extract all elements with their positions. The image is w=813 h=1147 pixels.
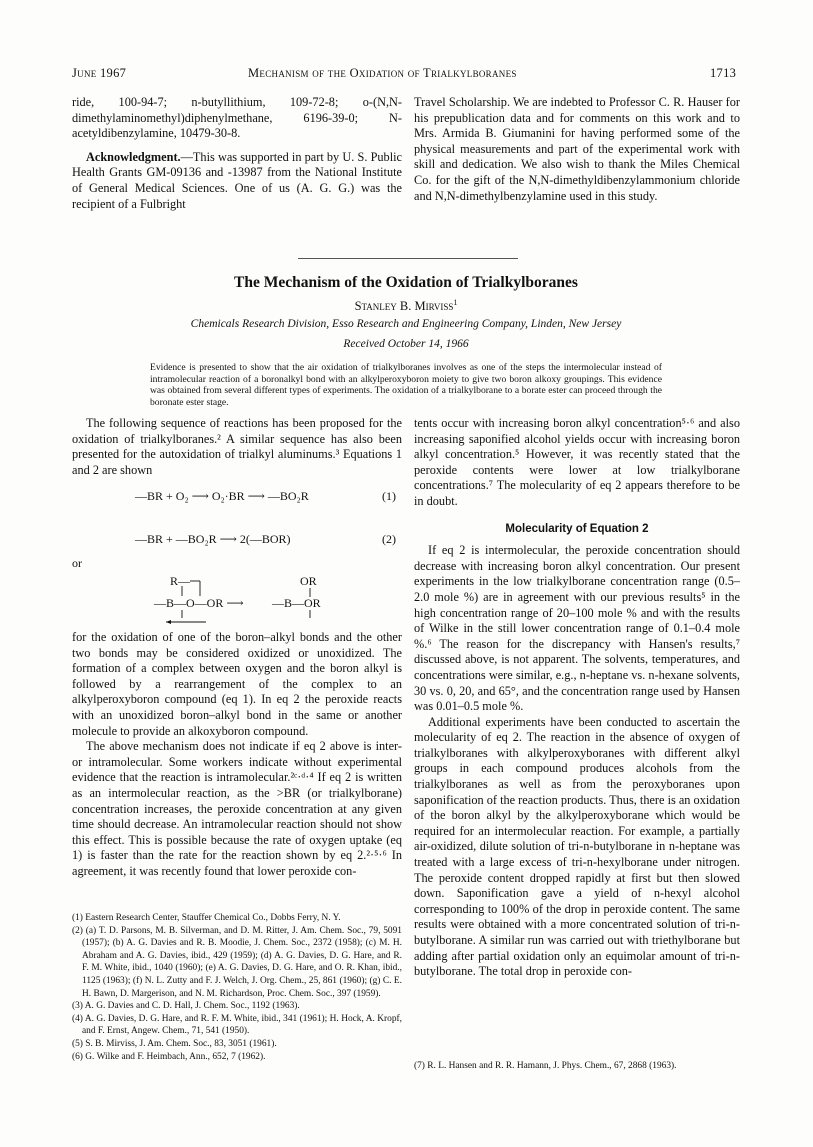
intro-paragraph: The following sequence of reactions has been proposed for the oxidation of trialkylboranes.² A similar sequence has also been presented for the autoxidation of trialkyl aluminums.³ Equations 1 and 2 are shown (72, 416, 402, 477)
scheme-or-group: OR (300, 574, 317, 588)
acknowledgment-paragraph (72, 150, 402, 212)
affiliation: Chemicals Research Division, Esso Research and Engineering Company, Linden, New Jersey (190, 318, 622, 330)
footnote-1: (1) Eastern Research Center, Stauffer Chemical Co., Dobbs Ferry, N. Y. (72, 913, 341, 923)
scheme-bond-lines (152, 568, 352, 628)
author-line (72, 298, 740, 314)
molecularity-paragraph: The above mechanism does not indicate if eq 2 above is inter- or intramolecular. Some workers indicate without experimental evidence that the reaction is intramolecular.²ᶜ·ᵈ·⁴ If eq 2 is written as an intermolecular reaction, as the >BR (or trialkylborane) concentration increases, the peroxide concentration at any given time should decrease. An intramolecular reaction should not show this effect. This is possible because the rate of oxygen uptake (eq 1) is faster than the rate for the reaction shown by eq 2.²·⁵·⁶ In agreement, it was recently found that lower peroxide con- (72, 739, 402, 878)
right-column-body (414, 416, 740, 980)
experiments-paragraph: Additional experiments have been conducted to ascertain the molecularity of eq 2. The reaction in the absence of oxygen of trialkylboranes with alkylperoxyboranes with different alkyl groups in each compound produces alcohols from the trialkylboranes as well as from the peroxyboranes upon saponification of the reaction products. Thus, there is an oxidation of the boron alkyl by the alkylperoxyborane which would be required for an intermolecular reaction. For example, a partially air-oxidized, dilute solution of tri-n-butylborane in n-heptane was treated with a large excess of tri-n-hexylborane under nitrogen. The peroxide content dropped rapidly at first but then slowed down. Saponification gave a yield of n-hexyl alcohol corresponding to 100% of the drop in peroxide content. The same results were obtained with a more concentrated solution of tri-n-butylborane. A similar run was carried out with triethylborane but adding after partial oxidation only an equimolar amount of tri-n-butylborane. The total drop in peroxide con- (414, 714, 740, 979)
abstract: Evidence is presented to show that the air oxidation of trialkylboranes involves as one of the steps the intermolecular instead of intramolecular reaction of a boronalkyl bond with an alkylperoxyboron moiety to give two boron alkoxy groupings. This evidence was obtained from several different types of experiments. The oxidation of a trialkylborane to a borate ester can proceed through the boronate ester stage. (150, 362, 662, 408)
page-number: 1713 (710, 66, 737, 80)
running-header-date: June 1967 (72, 66, 127, 80)
cas-registry-text: ride, 100-94-7; n-butyllithium, 109-72-8; o-(N,N-dimethylaminomethyl)diphenylmethane, 6196-39-0; N-acetyldibenzylamine, 10479-30-8. (72, 95, 402, 141)
scheme-peroxyboron: —B—O—OR ⟶ (154, 596, 244, 610)
equation-1: —BR + O₂ ⟶ O₂·BR ⟶ —BO₂R (135, 489, 309, 503)
left-column-body (72, 630, 402, 880)
intermolecular-paragraph: If eq 2 is intermolecular, the peroxide concentration should decrease with increasing boron alkyl concentration. Our present experiments in the low trialkylborane concentration range (0.5–2.0 mole %) are in agreement with our previous results⁵ in the high concentration range of 20–100 mole % and with the results of Wilke in the still lower concentration range of 0.1–0.4 mole %.⁶ The reason for the discrepancy with Hansen's results,⁷ discussed above, is not apparent. The solvents, temperatures, and concentrations were similar, e.g., n-heptane vs. n-hexane solvents, 30 vs. 0, 20, and 65°, and the concentration range used by Hansen was 0.01–0.5 mole %. (414, 543, 740, 714)
equation-2-number: (2) (382, 532, 396, 546)
author-name: Stanley B. Mirviss (354, 299, 454, 314)
article-divider (298, 258, 518, 259)
or-connector: or (72, 556, 82, 570)
top-right-column (414, 95, 740, 204)
top-left-column (72, 95, 402, 212)
acknowledgment-continuation: Travel Scholarship. We are indebted to Professor C. R. Hauser for his prepublication data and for comments on this work and to Mrs. Armida B. Giumanini for having performed some of the physical measurements and part of the experimental work with skill and dedication. We also wish to thank the Miles Chemical Co. for the gift of the N,N-dimethyldibenzylammonium chloride and N,N-dimethylbenzylamine used in this study. (414, 95, 740, 203)
footnote-3: (3) A. G. Davies and C. D. Hall, J. Chem. Soc., 1192 (1963). (72, 1001, 300, 1012)
scheme-r-group: R— (170, 574, 191, 588)
footnote-4: (4) A. G. Davies, D. G. Hare, and R. F. M. White, ibid., 341 (1961); H. Hock, A. Kropf, and F. Ernst, Angew. Chem., 71, 541 (1950). (72, 1013, 402, 1037)
reaction-scheme (152, 568, 352, 628)
article-title: The Mechanism of the Oxidation of Trialkylboranes (234, 274, 578, 291)
section-heading: Molecularity of Equation 2 (505, 522, 649, 535)
author-footnote-mark: 1 (453, 298, 458, 307)
equation-2: —BR + —BO₂R ⟶ 2(—BOR) (135, 532, 291, 546)
acknowledgment-label: Acknowledgment. (86, 149, 181, 164)
scheme-borate: —B—OR (272, 596, 321, 610)
footnote-7: (7) R. L. Hansen and R. R. Hamann, J. Phys. Chem., 67, 2868 (1963). (414, 1061, 677, 1071)
mechanism-paragraph: for the oxidation of one of the boron–alkyl bonds and the other two bonds may be considered oxidized or unoxidized. The formation of a complex between oxygen and the boron alkyl is followed by a rearrangement of the complex to an alkylperoxyboron compound (eq 1). In eq 2 the peroxide reacts with an unoxidized boron–alkyl bond in the same or another molecule to provide an alkoxyboron compound. (72, 630, 402, 738)
footnotes-left (72, 912, 402, 1063)
peroxide-content-paragraph: tents occur with increasing boron alkyl concentration⁵·⁶ and also increasing saponified alcohol yields occur with increasing boron alkyl concentration.⁵ However, it was recently stated that the peroxide contents were lower at low trialkylborane concentrations.⁷ The molecularity of eq 2 appears therefore to be in doubt. (414, 416, 740, 508)
acknowledgment-text: —This was supported in part by U. S. Public Health Grants GM-09136 and -13987 from the National Institute of General Medical Sciences. One of us (A. G. G.) was the recipient of a Fulbright (72, 149, 402, 211)
equation-1-number: (1) (382, 489, 396, 503)
footnote-5: (5) S. B. Mirviss, J. Am. Chem. Soc., 83, 3051 (1961). (72, 1038, 277, 1049)
footnote-6: (6) G. Wilke and F. Heimbach, Ann., 652, 7 (1962). (72, 1051, 266, 1062)
left-column-intro (72, 416, 402, 478)
running-header-title: Mechanism of the Oxidation of Trialkylboranes (248, 66, 517, 80)
footnote-2: (2) (a) T. D. Parsons, M. B. Silverman, and D. M. Ritter, J. Am. Chem. Soc., 79, 5091 (1957); (b) A. G. Davies and R. B. Moodie, J. Chem. Soc., 2372 (1958); (c) M. H. Abraham and A. G. Davies, ibid., 429 (1959); (d) A. G. Davies, D. G. Hare, and R. F. M. White, ibid., 1040 (1960); (e) A. G. Davies, D. G. Hare, and O. R. Khan, ibid., 1125 (1963); (f) N. L. Zutty and F. J. Welch, J. Org. Chem., 25, 861 (1960); (g) C. E. H. Bawn, D. Margerison, and N. M. Richardson, Proc. Chem. Soc., 397 (1959). (72, 925, 402, 999)
received-date: Received October 14, 1966 (343, 338, 469, 350)
